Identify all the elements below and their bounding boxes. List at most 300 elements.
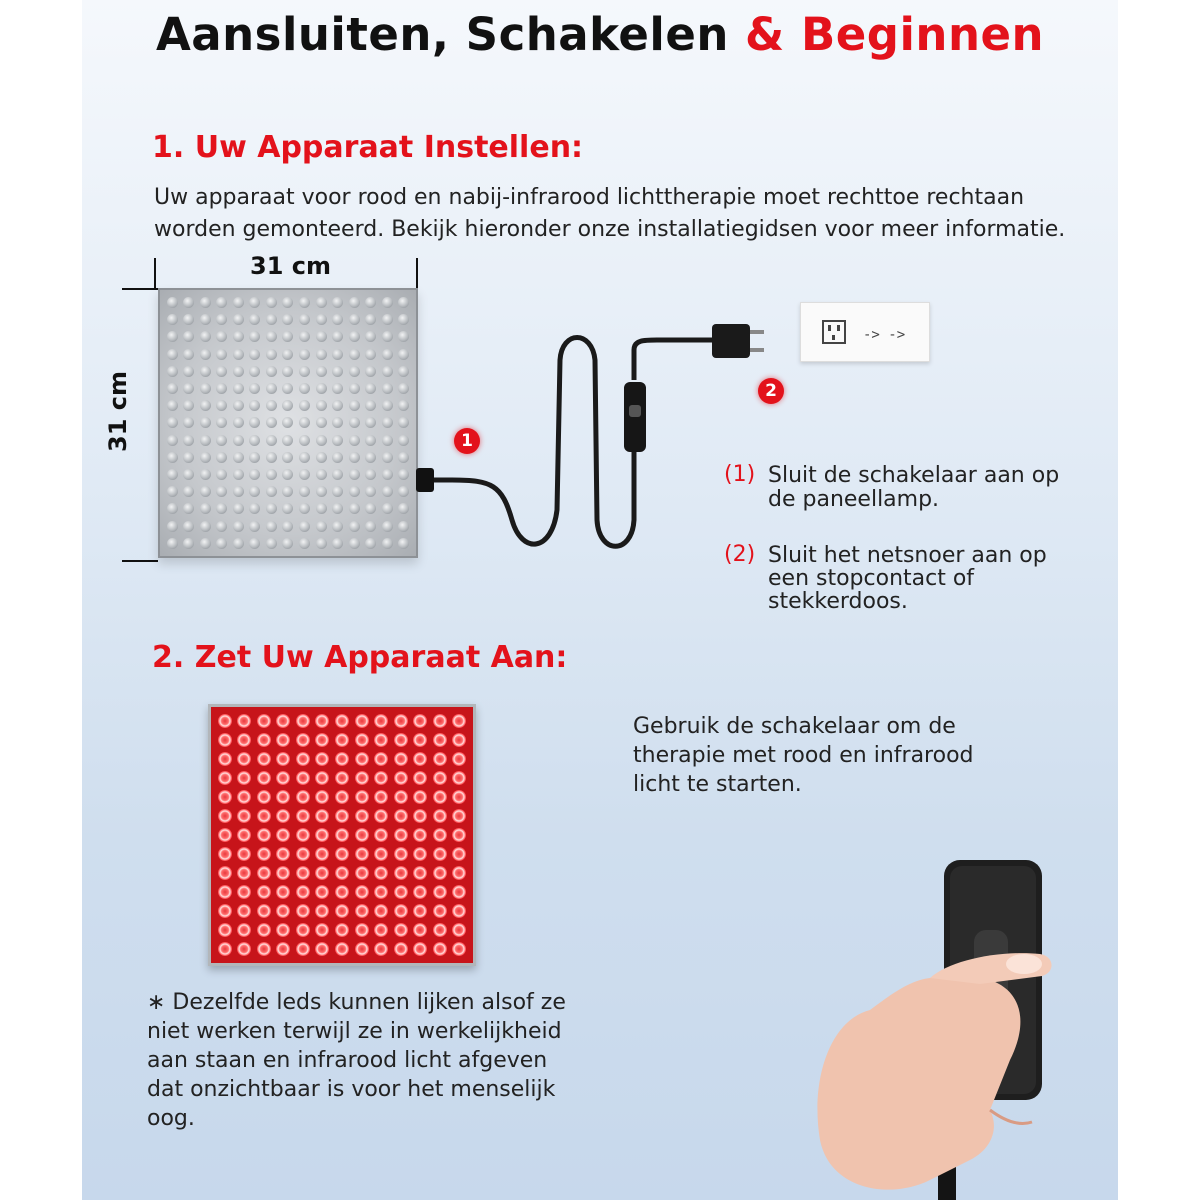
step-1-text-line2: de paneellamp. [768, 487, 940, 512]
led-silver [365, 331, 376, 342]
led-silver [299, 521, 310, 532]
led-silver [233, 417, 244, 428]
led-silver [167, 314, 178, 325]
led-red [394, 771, 408, 785]
led-silver [167, 521, 178, 532]
led-red [257, 885, 271, 899]
led-red [237, 809, 251, 823]
led-red [276, 733, 290, 747]
led-silver [349, 521, 360, 532]
led-silver [249, 366, 260, 377]
led-silver [332, 297, 343, 308]
led-silver [398, 400, 409, 411]
led-silver [282, 331, 293, 342]
led-red [355, 752, 369, 766]
title-main: Aansluiten, Schakelen [155, 8, 746, 61]
led-red [355, 866, 369, 880]
led-silver [216, 435, 227, 446]
section2-note-line4: dat onzichtbaar is voor het menselijk [147, 1077, 556, 1102]
led-red [296, 809, 310, 823]
led-silver [365, 400, 376, 411]
led-silver [282, 314, 293, 325]
led-red [433, 752, 447, 766]
led-silver [266, 469, 277, 480]
led-red [237, 790, 251, 804]
led-silver [382, 383, 393, 394]
led-red [433, 714, 447, 728]
dim-tick-left [154, 258, 156, 290]
led-silver [266, 417, 277, 428]
led-silver [349, 417, 360, 428]
led-silver [233, 297, 244, 308]
led-silver [216, 331, 227, 342]
led-silver [316, 417, 327, 428]
led-silver [216, 417, 227, 428]
led-red [355, 809, 369, 823]
led-red [296, 885, 310, 899]
led-red [413, 752, 427, 766]
led-silver [349, 383, 360, 394]
led-red [237, 771, 251, 785]
led-red [218, 809, 232, 823]
led-red [218, 847, 232, 861]
led-red [413, 866, 427, 880]
led-silver [167, 538, 178, 549]
led-silver [299, 331, 310, 342]
led-panel-red [208, 704, 476, 966]
led-silver [167, 297, 178, 308]
led-silver [282, 417, 293, 428]
led-silver [316, 486, 327, 497]
led-silver [398, 486, 409, 497]
led-silver [183, 452, 194, 463]
led-red [257, 828, 271, 842]
led-silver [365, 469, 376, 480]
led-silver [233, 538, 244, 549]
led-silver [216, 314, 227, 325]
led-red [296, 904, 310, 918]
led-silver [167, 366, 178, 377]
led-red [335, 809, 349, 823]
led-red [257, 847, 271, 861]
led-silver [167, 503, 178, 514]
led-silver [249, 383, 260, 394]
led-red [413, 714, 427, 728]
led-silver [316, 331, 327, 342]
led-red [315, 885, 329, 899]
led-silver [183, 349, 194, 360]
led-silver [249, 521, 260, 532]
led-silver [167, 400, 178, 411]
led-red [433, 771, 447, 785]
led-silver [398, 331, 409, 342]
infographic [82, 0, 1118, 1200]
led-silver [249, 503, 260, 514]
hand-pressing-switch-icon [810, 860, 1110, 1200]
led-red [433, 733, 447, 747]
led-silver [282, 486, 293, 497]
led-red [315, 714, 329, 728]
section1-line1: Uw apparaat voor rood en nabij-infrarood lichttherapie moet rechttoe rechtaan [154, 185, 1025, 210]
led-silver [332, 314, 343, 325]
led-silver [382, 486, 393, 497]
led-silver [282, 366, 293, 377]
step-1-number: (1) [724, 462, 756, 487]
led-red [315, 904, 329, 918]
led-silver [349, 331, 360, 342]
led-red [374, 733, 388, 747]
led-silver [332, 417, 343, 428]
led-red [237, 866, 251, 880]
led-silver [349, 366, 360, 377]
led-silver [382, 366, 393, 377]
led-silver [332, 469, 343, 480]
power-plug-icon [712, 324, 750, 358]
led-red [257, 942, 271, 956]
led-silver [365, 349, 376, 360]
led-silver [316, 538, 327, 549]
page-title [82, 8, 1118, 61]
led-red [452, 942, 466, 956]
led-red [315, 828, 329, 842]
led-red [374, 904, 388, 918]
led-silver [233, 383, 244, 394]
led-silver [216, 366, 227, 377]
led-red [413, 847, 427, 861]
led-silver [216, 297, 227, 308]
step-badge-1: 1 [454, 428, 480, 454]
led-silver [216, 452, 227, 463]
section2-note-line5: oog. [147, 1106, 195, 1131]
led-red [433, 904, 447, 918]
led-silver [349, 486, 360, 497]
led-silver [200, 383, 211, 394]
led-red [257, 790, 271, 804]
led-red [257, 714, 271, 728]
led-red [452, 885, 466, 899]
led-silver [266, 314, 277, 325]
led-red [394, 733, 408, 747]
led-red [374, 866, 388, 880]
led-silver [266, 435, 277, 446]
led-red [257, 809, 271, 823]
led-silver [299, 366, 310, 377]
led-red [296, 733, 310, 747]
section2-desc-line3: licht te starten. [633, 772, 802, 797]
led-silver [183, 314, 194, 325]
led-red [413, 790, 427, 804]
led-silver [299, 486, 310, 497]
led-red [276, 923, 290, 937]
led-silver [316, 366, 327, 377]
led-silver [183, 417, 194, 428]
led-silver [316, 435, 327, 446]
led-red [413, 809, 427, 823]
svg-text:-> ->: -> -> [863, 327, 906, 343]
led-silver [200, 366, 211, 377]
led-silver [167, 486, 178, 497]
led-silver [167, 435, 178, 446]
led-silver [349, 314, 360, 325]
led-silver [200, 503, 211, 514]
led-silver [233, 469, 244, 480]
led-silver [233, 349, 244, 360]
led-silver [249, 314, 260, 325]
connector [416, 468, 434, 492]
led-silver [365, 503, 376, 514]
led-red [237, 714, 251, 728]
led-red [296, 847, 310, 861]
led-silver [282, 400, 293, 411]
led-silver [382, 331, 393, 342]
led-silver [398, 435, 409, 446]
led-silver [183, 297, 194, 308]
led-silver [365, 417, 376, 428]
led-red [452, 828, 466, 842]
led-red [433, 923, 447, 937]
led-silver [365, 521, 376, 532]
led-red [296, 714, 310, 728]
led-red [296, 752, 310, 766]
led-red [218, 714, 232, 728]
led-silver [282, 452, 293, 463]
led-red [315, 847, 329, 861]
led-red [413, 942, 427, 956]
led-silver [282, 521, 293, 532]
led-silver [266, 521, 277, 532]
section2-note-line2: niet werken terwijl ze in werkelijkheid [147, 1019, 562, 1044]
led-red [374, 923, 388, 937]
led-silver [249, 538, 260, 549]
led-silver [200, 452, 211, 463]
led-silver [266, 297, 277, 308]
led-silver [249, 331, 260, 342]
led-silver [233, 521, 244, 532]
led-red [276, 771, 290, 785]
led-silver [332, 452, 343, 463]
led-red [335, 904, 349, 918]
led-silver [233, 366, 244, 377]
led-silver [249, 297, 260, 308]
led-silver [365, 452, 376, 463]
led-red [452, 923, 466, 937]
step-2-text-line3: stekkerdoos. [768, 589, 908, 614]
led-red [218, 923, 232, 937]
led-silver [183, 521, 194, 532]
led-silver [332, 503, 343, 514]
led-silver [216, 503, 227, 514]
led-red [315, 752, 329, 766]
led-silver [316, 503, 327, 514]
step-2-text-line1: Sluit het netsnoer aan op [768, 543, 1047, 568]
led-red [315, 866, 329, 880]
led-silver [332, 400, 343, 411]
led-silver [200, 486, 211, 497]
led-red [433, 828, 447, 842]
led-silver [200, 314, 211, 325]
led-silver [249, 349, 260, 360]
led-red [374, 847, 388, 861]
led-red [413, 923, 427, 937]
led-red [452, 847, 466, 861]
led-red [237, 733, 251, 747]
led-silver [332, 366, 343, 377]
led-silver [233, 503, 244, 514]
led-red [394, 714, 408, 728]
led-silver [167, 469, 178, 480]
led-silver [332, 435, 343, 446]
led-silver [167, 452, 178, 463]
led-red [452, 733, 466, 747]
led-silver [365, 486, 376, 497]
led-silver [200, 400, 211, 411]
section1-line2: worden gemonteerd. Bekijk hieronder onze installatiegidsen voor meer informatie. [154, 217, 1066, 242]
led-red [237, 942, 251, 956]
led-silver [282, 383, 293, 394]
led-silver [382, 503, 393, 514]
led-red [257, 771, 271, 785]
led-red [355, 714, 369, 728]
led-silver [365, 297, 376, 308]
led-red [355, 847, 369, 861]
led-silver [398, 503, 409, 514]
led-red [335, 885, 349, 899]
led-silver [382, 521, 393, 532]
led-red [394, 923, 408, 937]
led-silver [365, 366, 376, 377]
led-silver [167, 331, 178, 342]
led-red [315, 790, 329, 804]
led-silver [249, 452, 260, 463]
led-red [276, 752, 290, 766]
led-red [315, 942, 329, 956]
led-red [433, 942, 447, 956]
led-red [315, 809, 329, 823]
led-red [374, 885, 388, 899]
led-silver [266, 331, 277, 342]
led-silver [398, 452, 409, 463]
led-silver [233, 314, 244, 325]
led-silver [200, 349, 211, 360]
led-red [355, 904, 369, 918]
led-red [433, 790, 447, 804]
led-silver [282, 469, 293, 480]
led-red [237, 923, 251, 937]
led-red [218, 790, 232, 804]
led-red [355, 885, 369, 899]
led-silver [183, 469, 194, 480]
led-silver [382, 417, 393, 428]
led-silver [299, 400, 310, 411]
led-silver [349, 400, 360, 411]
led-red [315, 733, 329, 747]
section2-note-line3: aan staan en infrarood licht afgeven [147, 1048, 548, 1073]
led-red [315, 771, 329, 785]
led-silver [200, 435, 211, 446]
led-red [335, 771, 349, 785]
led-silver [266, 486, 277, 497]
dim-tick-top [122, 288, 158, 290]
led-red [276, 904, 290, 918]
led-silver [266, 452, 277, 463]
led-red [237, 828, 251, 842]
led-red [374, 942, 388, 956]
led-red [452, 790, 466, 804]
led-silver [216, 400, 227, 411]
led-silver [249, 435, 260, 446]
led-silver [299, 314, 310, 325]
led-silver [349, 503, 360, 514]
led-red [276, 942, 290, 956]
led-silver [365, 435, 376, 446]
led-silver [266, 366, 277, 377]
led-red [394, 942, 408, 956]
led-red [296, 866, 310, 880]
led-silver [398, 521, 409, 532]
led-silver [299, 469, 310, 480]
led-red [355, 942, 369, 956]
led-red [335, 733, 349, 747]
led-silver [365, 538, 376, 549]
led-silver [233, 331, 244, 342]
led-red [335, 847, 349, 861]
led-silver [183, 331, 194, 342]
led-silver [316, 297, 327, 308]
led-red [315, 923, 329, 937]
led-red [257, 923, 271, 937]
led-red [394, 752, 408, 766]
led-red [276, 714, 290, 728]
led-silver [282, 349, 293, 360]
led-silver [200, 331, 211, 342]
led-silver [332, 383, 343, 394]
led-silver [299, 538, 310, 549]
led-silver [398, 314, 409, 325]
led-silver [365, 383, 376, 394]
led-red [355, 790, 369, 804]
led-red [257, 904, 271, 918]
led-red [276, 866, 290, 880]
led-red [394, 904, 408, 918]
led-red [335, 923, 349, 937]
led-silver [382, 400, 393, 411]
led-silver [266, 538, 277, 549]
led-red [218, 752, 232, 766]
led-red [335, 752, 349, 766]
led-silver [249, 417, 260, 428]
led-silver [167, 417, 178, 428]
led-silver [382, 469, 393, 480]
led-silver [382, 297, 393, 308]
led-silver [200, 538, 211, 549]
led-silver [233, 452, 244, 463]
led-red [394, 790, 408, 804]
section2-desc-line1: Gebruik de schakelaar om de [633, 714, 956, 739]
led-silver [216, 469, 227, 480]
led-red [394, 809, 408, 823]
section2-note-line1: ∗ Dezelfde leds kunnen lijken alsof ze [147, 990, 566, 1015]
section1-heading: 1. Uw Apparaat Instellen: [152, 130, 584, 165]
led-silver [398, 538, 409, 549]
led-red [374, 809, 388, 823]
led-silver [183, 400, 194, 411]
led-red [355, 771, 369, 785]
led-red [374, 828, 388, 842]
led-silver [216, 538, 227, 549]
led-red [413, 733, 427, 747]
led-silver [398, 297, 409, 308]
led-silver [316, 521, 327, 532]
